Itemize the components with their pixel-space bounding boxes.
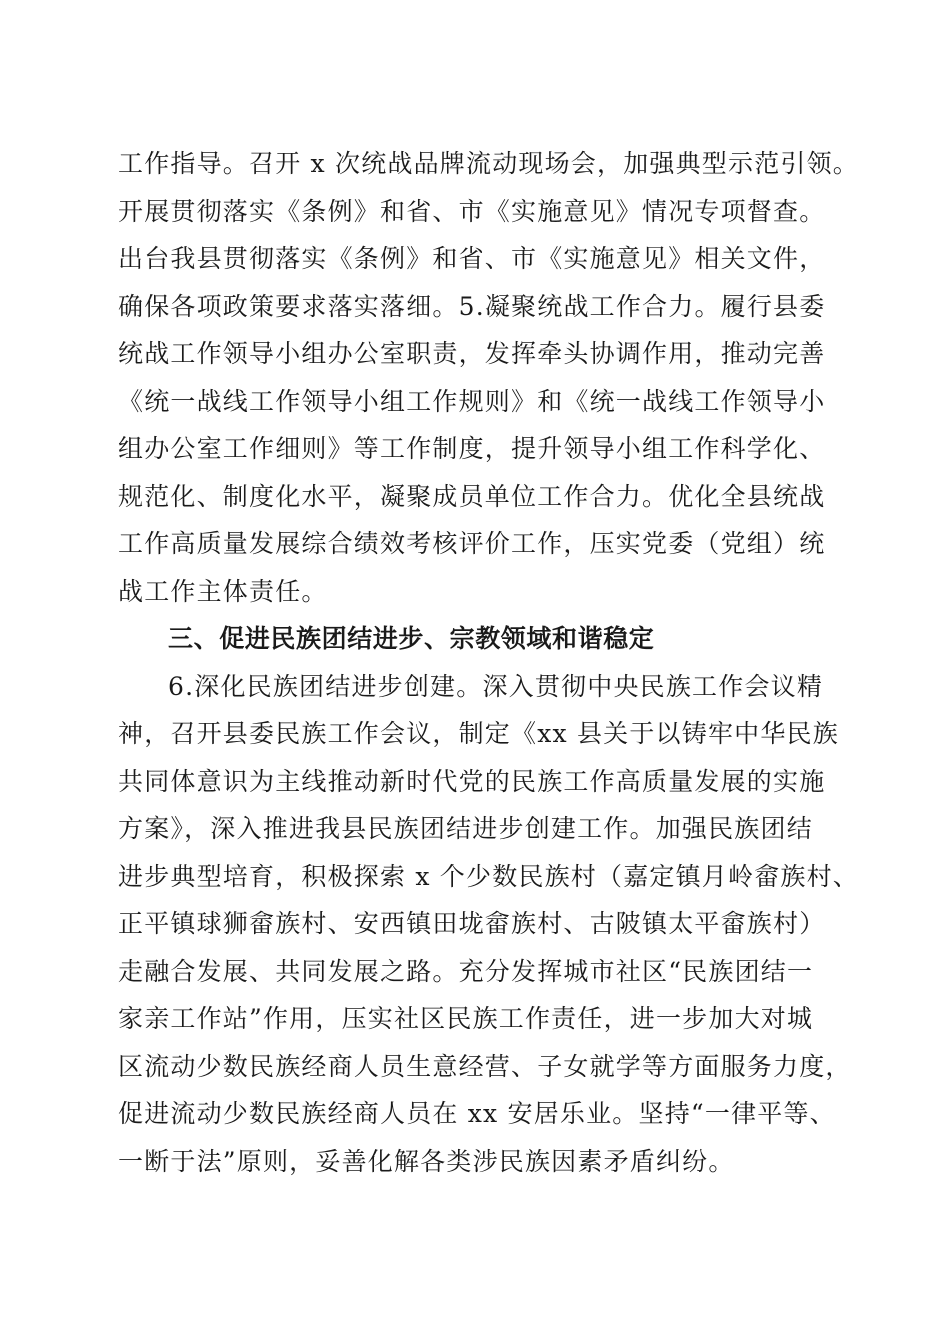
text-line: 开展贯彻落实《条例》和省、市《实施意见》情况专项督查。	[118, 196, 826, 226]
text-line: 出台我县贯彻落实《条例》和省、市《实施意见》相关文件，	[118, 244, 826, 273]
document-body	[118, 140, 859, 1185]
text-line: 家亲工作站”作用，压实社区民族工作责任，进一步加大对城	[118, 1004, 814, 1033]
text-line: 确保各项政策要求落实落细。5.凝聚统战工作合力。履行县委	[118, 291, 826, 321]
paragraph-first-line: 6.深化民族团结进步创建。深入贯彻中央民族工作会议精	[168, 671, 824, 701]
text-line: 一断于法”原则，妥善化解各类涉民族因素矛盾纠纷。	[118, 1146, 735, 1176]
text-line: 《统一战线工作领导小组工作规则》和《统一战线工作领导小	[118, 386, 826, 416]
text-line: 正平镇球狮畲族村、安西镇田垅畲族村、古陂镇太平畲族村）	[118, 909, 826, 938]
text-line: 工作指导。召开 x 次统战品牌流动现场会，加强典型示范引领。	[118, 149, 859, 178]
text-line: 区流动少数民族经商人员生意经营、子女就学等方面服务力度，	[118, 1051, 852, 1081]
text-line: 进步典型培育，积极探索 x 个少数民族村（嘉定镇月岭畲族村、	[118, 861, 859, 891]
text-line: 神，召开县委民族工作会议，制定《xx 县关于以铸牢中华民族	[118, 719, 839, 748]
text-line: 促进流动少数民族经商人员在 xx 安居乐业。坚持“一律平等、	[118, 1099, 836, 1128]
text-line: 组办公室工作细则》等工作制度，提升领导小组工作科学化、	[118, 434, 826, 463]
text-line: 方案》，深入推进我县民族团结进步创建工作。加强民族团结	[118, 814, 813, 843]
text-line: 战工作主体责任。	[118, 576, 328, 606]
text-line: 统战工作领导小组办公室职责，发挥牵头协调作用，推动完善	[118, 339, 826, 368]
text-line: 规范化、制度化水平，凝聚成员单位工作合力。优化全县统战	[118, 481, 826, 511]
text-line: 走融合发展、共同发展之路。充分发挥城市社区“民族团结一	[118, 956, 814, 986]
section-heading: 三、促进民族团结进步、宗教领域和谐稳定	[168, 624, 655, 653]
text-line: 工作高质量发展综合绩效考核评价工作，压实党委（党组）统	[118, 529, 826, 558]
text-line: 共同体意识为主线推动新时代党的民族工作高质量发展的实施	[118, 766, 826, 796]
